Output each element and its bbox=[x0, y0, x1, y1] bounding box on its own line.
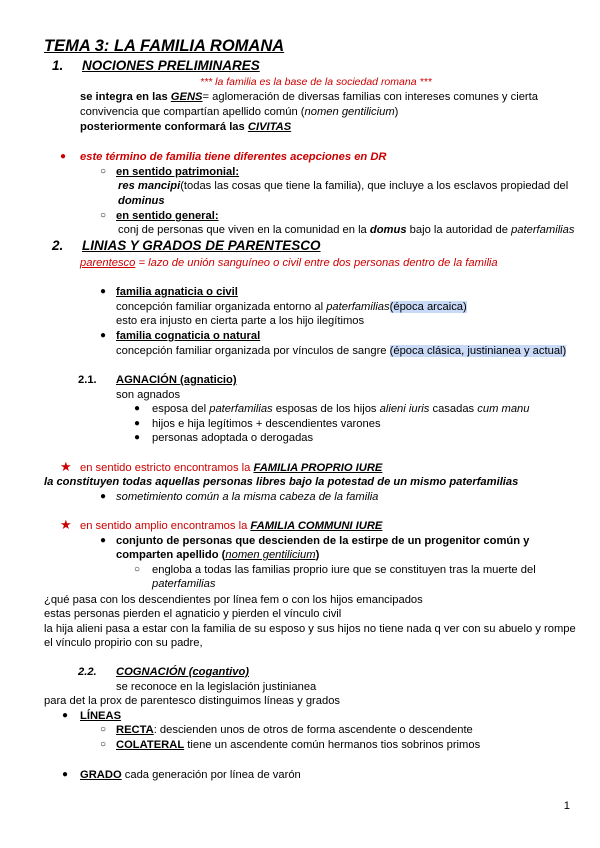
star-icon: ★ bbox=[60, 517, 72, 532]
engloba-line: engloba a todas las familias proprio iure que se constituyen tras la muerte del bbox=[152, 564, 536, 576]
paterfamilias-line: paterfamilias bbox=[152, 578, 216, 590]
section-2-heading bbox=[52, 237, 321, 254]
hollow-bullet-icon: ○ bbox=[100, 724, 107, 735]
section-2-number: 2. bbox=[52, 238, 64, 253]
highlight-epoca-arcaica: (época arcaica) bbox=[389, 301, 467, 313]
acepciones-line: este término de familia tiene diferentes acepciones en DR bbox=[80, 151, 387, 163]
highlight-epoca-clasica: (época clásica, justinianea y actual) bbox=[389, 345, 567, 357]
question-line-2: estas personas pierden el agnaticio y pierden el vínculo civil bbox=[44, 608, 342, 620]
hollow-bullet-icon: ○ bbox=[100, 210, 107, 221]
colateral-line: COLATERAL tiene un ascendente común hermanos tios sobrinos primos bbox=[116, 739, 481, 751]
gens-term: GENS bbox=[170, 91, 203, 103]
bullet-icon: ● bbox=[100, 286, 107, 297]
bullet-icon: ● bbox=[100, 491, 107, 502]
quote-line: *** la familia es la base de la sociedad romana *** bbox=[200, 76, 432, 88]
sentido-general-label: en sentido general: bbox=[116, 210, 219, 222]
agnados-item-2: hijos e hija legítimos + descendientes varones bbox=[152, 418, 381, 430]
recta-line: RECTA: descienden unos de otros de forma ascendente o descendente bbox=[116, 724, 473, 736]
hollow-bullet-icon: ○ bbox=[134, 564, 141, 575]
bullet-icon: ● bbox=[60, 151, 67, 162]
cognaticia-line-1: concepción familiar organizada por vínculos de sangre (época clásica, justinianea y actual) bbox=[116, 345, 567, 357]
section-1-heading bbox=[52, 57, 260, 74]
res-mancipi-line: res mancipi(todas las cosas que tiene la familia), que incluye a los esclavos propiedad del bbox=[118, 180, 569, 192]
subsection-2-1-heading: 2.1. AGNACIÓN (agnaticio) bbox=[78, 374, 237, 386]
convivencia-line: convivencia que compartían apellido común (nomen gentilicium) bbox=[80, 106, 399, 118]
bullet-icon: ● bbox=[134, 432, 141, 443]
lineas-label: LÍNEAS bbox=[80, 710, 122, 722]
civitas-line: posteriormente conformará las CIVITAS bbox=[80, 121, 292, 133]
agnaticia-line-2: esto era injusto en cierta parte a los hijo ilegítimos bbox=[116, 315, 365, 327]
proximidad-line: para det la prox de parentesco distinguimos líneas y grados bbox=[44, 695, 341, 707]
bullet-icon: ● bbox=[62, 769, 69, 780]
domus-line: conj de personas que viven en la comunidad en la domus bajo la autoridad de paterfamilias bbox=[118, 224, 575, 236]
bullet-icon: ● bbox=[100, 330, 107, 341]
hollow-bullet-icon: ○ bbox=[100, 739, 107, 750]
sentido-estricto-line: en sentido estricto encontramos la FAMILIA PROPRIO IURE bbox=[80, 462, 383, 474]
page-number: 1 bbox=[563, 800, 570, 812]
agnados-item-1: esposa del paterfamilias esposas de los hijos alieni iuris casadas cum manu bbox=[152, 403, 530, 415]
son-agnados-line: son agnados bbox=[116, 389, 181, 401]
hollow-bullet-icon: ○ bbox=[100, 166, 107, 177]
question-line-4: el vínculo propirio con su padre, bbox=[44, 637, 203, 649]
gens-line: se integra en las GENS= aglomeración de diversas familias con intereses comunes y cierta bbox=[80, 91, 538, 103]
sentido-amplio-line: en sentido amplio encontramos la FAMILIA COMMUNI IURE bbox=[80, 520, 383, 532]
page-title: TEMA 3: LA FAMILIA ROMANA bbox=[44, 37, 285, 55]
question-line-3: la hija alieni pasa a estar con la familia de su esposo y sus hijos no tiene nada q ver con su abuelo y rompe bbox=[44, 623, 576, 635]
familia-agnaticia-label: familia agnaticia o civil bbox=[116, 286, 238, 298]
star-icon: ★ bbox=[60, 459, 72, 474]
bullet-icon: ● bbox=[134, 418, 141, 429]
question-line-1: ¿qué pasa con los descendientes por línea fem o con los hijos emancipados bbox=[44, 594, 423, 606]
communi-iure-line-2: comparten apellido (nomen gentilicium) bbox=[116, 549, 320, 561]
dominus-line: dominus bbox=[118, 195, 165, 207]
subsection-2-2-heading: 2.2. COGNACIÓN (cogantivo) bbox=[78, 666, 250, 678]
parentesco-definition: parentesco = lazo de unión sanguíneo o civil entre dos personas dentro de la familia bbox=[80, 257, 498, 269]
agnaticia-line-1: concepción familiar organizada entorno al paterfamilias(época arcaica) bbox=[116, 301, 467, 313]
sentido-patrimonial-label: en sentido patrimonial: bbox=[116, 166, 240, 178]
communi-iure-line-1: conjunto de personas que descienden de la estirpe de un progenitor común y bbox=[116, 535, 530, 547]
section-2-title: LINIAS Y GRADOS DE PARENTESCO bbox=[82, 238, 321, 253]
proprio-iure-definition: la constituyen todas aquellas personas libres bajo la potestad de un mismo paterfamilias bbox=[44, 476, 519, 488]
bullet-icon: ● bbox=[134, 403, 141, 414]
section-1-number: 1. bbox=[52, 58, 64, 73]
bullet-icon: ● bbox=[62, 710, 69, 721]
legislacion-line: se reconoce en la legislación justinianea bbox=[116, 681, 317, 693]
agnados-item-3: personas adoptada o derogadas bbox=[152, 432, 314, 444]
bullet-icon: ● bbox=[100, 535, 107, 546]
grado-line: GRADO cada generación por línea de varón bbox=[80, 769, 301, 781]
civitas-term: CIVITAS bbox=[247, 121, 292, 133]
section-1-title: NOCIONES PRELIMINARES bbox=[82, 58, 260, 73]
familia-cognaticia-label: familia cognaticia o natural bbox=[116, 330, 261, 342]
sometimiento-line: sometimiento común a la misma cabeza de la familia bbox=[116, 491, 379, 503]
